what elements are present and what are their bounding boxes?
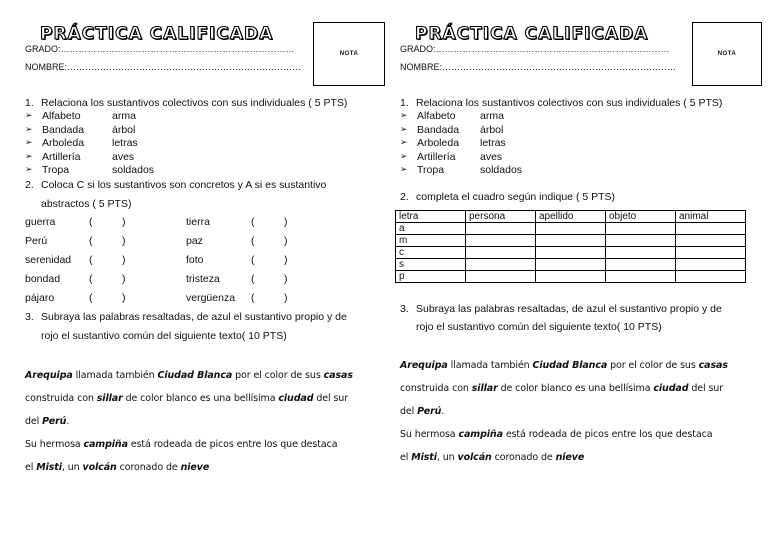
- passage-line: Su hermosa campiña está rodeada de picos entre los que destaca: [25, 439, 338, 450]
- table-row: m: [396, 235, 746, 247]
- passage-line: Arequipa llamada también Ciudad Blanca por el color de sus casas: [400, 360, 728, 371]
- table-row: c: [396, 247, 746, 259]
- list-item: ➢ Bandada árbol: [25, 123, 136, 136]
- passage-line: Su hermosa campiña está rodeada de picos entre los que destaca: [400, 429, 713, 440]
- worksheet-title: PRÁCTICA CALIFICADA: [40, 24, 274, 44]
- table-row: s: [396, 259, 746, 271]
- grade-field: GRADO:……………………………………………………………………: [25, 44, 295, 54]
- question-3: 3. Subraya las palabras resaltadas, de azul el sustantivo propio y de: [400, 303, 722, 315]
- question-3: 3. Subraya las palabras resaltadas, de azul el sustantivo propio y de: [25, 311, 347, 323]
- name-field: NOMBRE:……………………………………………………………………: [400, 62, 677, 72]
- grade-field: GRADO:……………………………………………………………………: [400, 44, 670, 54]
- passage-line: del Perú.: [25, 416, 70, 427]
- table-row: p: [396, 271, 746, 283]
- collective-list: [25, 110, 225, 178]
- passage-line: construida con sillar de color blanco es una bellísima ciudad del sur: [25, 393, 349, 404]
- reading-passage: [400, 354, 765, 469]
- list-item: ➢ Alfabeto arma: [25, 110, 136, 122]
- concrete-abstract-grid: [25, 216, 325, 311]
- column-header: objeto: [606, 211, 676, 223]
- question-3-cont: rojo el sustantivo común del siguiente texto( 10 PTS): [41, 330, 287, 342]
- passage-line: construida con sillar de color blanco es una bellísima ciudad del sur: [400, 383, 724, 394]
- worksheet-title: PRÁCTICA CALIFICADA: [415, 24, 649, 44]
- table-header-row: [396, 211, 746, 223]
- table-row: bondad ( ) tristeza ( ): [25, 273, 288, 285]
- table-row: Perú ( ) paz ( ): [25, 235, 288, 247]
- name-field: NOMBRE:……………………………………………………………………: [25, 62, 302, 72]
- question-1: 1. Relaciona los sustantivos colectivos con sus individuales ( 5 PTS): [400, 97, 723, 109]
- passage-line: el Misti, un volcán coronado de nieve: [25, 462, 210, 473]
- column-header: persona: [466, 211, 536, 223]
- passage-line: del Perú.: [400, 406, 445, 417]
- list-item: ➢ Arboleda letras: [25, 137, 138, 149]
- list-item: ➢ Alfabeto arma: [400, 110, 504, 122]
- column-header: animal: [676, 211, 746, 223]
- grade-box: [313, 22, 385, 86]
- reading-passage: [25, 364, 390, 479]
- question-2: 2. Coloca C si los sustantivos son concretos y A si es sustantivo: [25, 179, 327, 191]
- question-1: 1. Relaciona los sustantivos colectivos con sus individuales ( 5 PTS): [25, 97, 348, 109]
- column-header: apellido: [536, 211, 606, 223]
- table-row: a: [396, 223, 746, 235]
- list-item: ➢ Tropa soldados: [400, 164, 523, 176]
- grade-box-label: NOTA: [717, 51, 737, 57]
- list-item: ➢ Bandada árbol: [400, 123, 504, 136]
- table-row: pájaro ( ) vergüenza ( ): [25, 292, 288, 304]
- passage-line: Arequipa llamada también Ciudad Blanca por el color de sus casas: [25, 370, 353, 381]
- grade-box: [692, 22, 762, 86]
- right-worksheet: [395, 0, 765, 543]
- list-item: ➢ Artillería aves: [25, 150, 135, 163]
- list-item: ➢ Artillería aves: [400, 150, 503, 163]
- left-worksheet: [20, 0, 390, 543]
- letter-table: [395, 210, 746, 283]
- question-2: 2. completa el cuadro según indique ( 5 PTS): [400, 191, 616, 203]
- collective-list: [400, 110, 600, 178]
- list-item: ➢ Tropa soldados: [25, 164, 155, 176]
- table-row: guerra ( ) tierra ( ): [25, 216, 288, 228]
- question-3-cont: rojo el sustantivo común del siguiente texto( 10 PTS): [416, 321, 662, 333]
- question-2-cont: abstractos ( 5 PTS): [41, 198, 132, 210]
- grade-box-label: NOTA: [339, 51, 359, 57]
- passage-line: el Misti, un volcán coronado de nieve: [400, 452, 585, 463]
- table-row: serenidad ( ) foto ( ): [25, 254, 288, 266]
- list-item: ➢ Arboleda letras: [400, 137, 506, 149]
- column-header: letra: [396, 211, 466, 223]
